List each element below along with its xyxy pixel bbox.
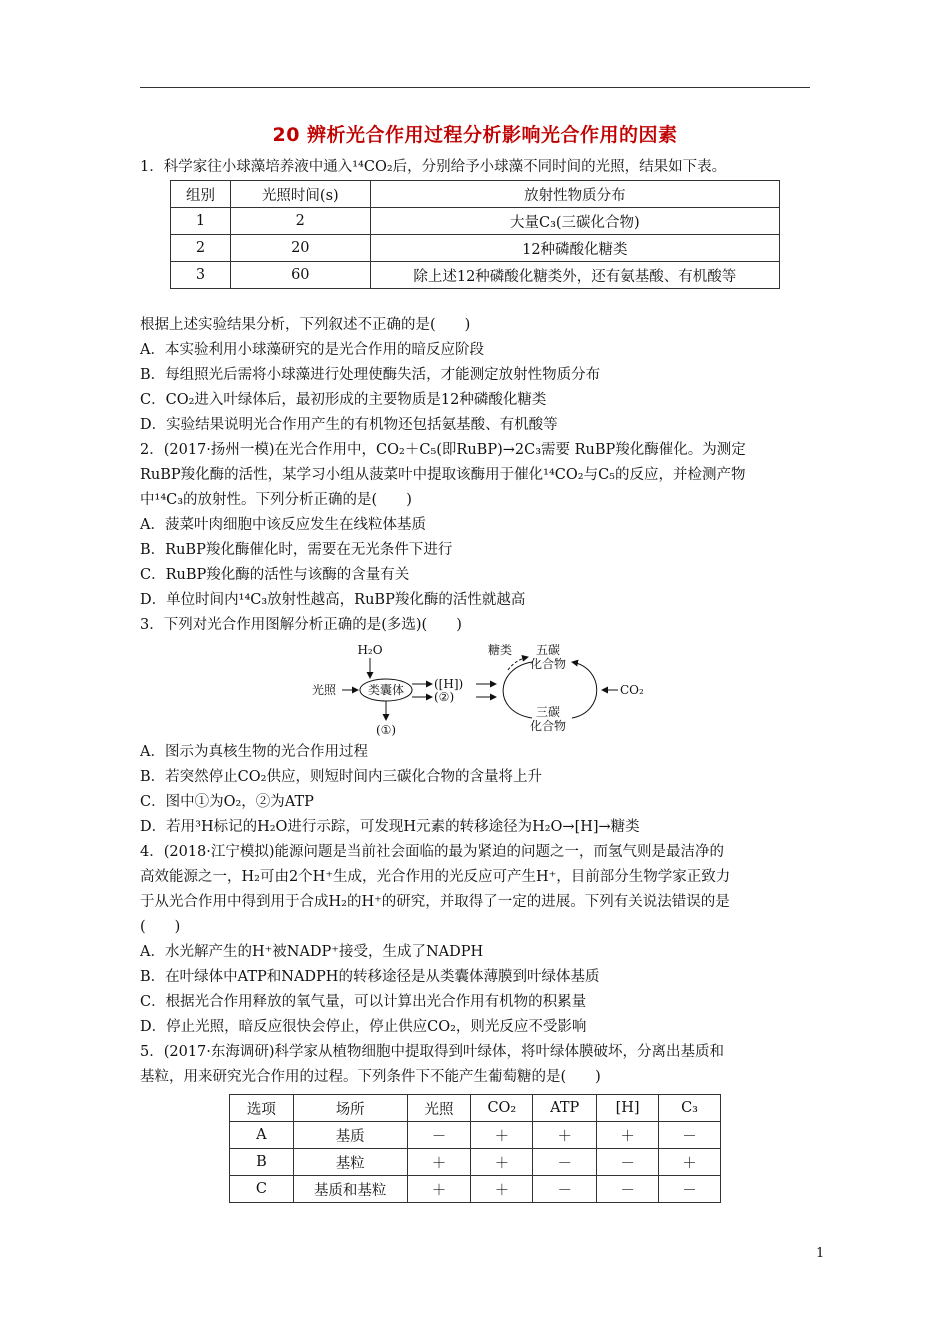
q5-stem-line-1: 5．(2017·东海调研)科学家从植物细胞中提取得到叶绿体，将叶绿体膜破坏，分离出基质和 [140, 1044, 725, 1060]
table-header-cell: C₃ [659, 1095, 721, 1122]
c5-label-1: 五碳 [535, 643, 561, 657]
table-cell: 2 [230, 208, 370, 235]
q4-option-a: A．水光解产生的H⁺被NADP⁺接受，生成了NADPH [140, 944, 484, 960]
c3-label-1: 三碳 [535, 705, 561, 719]
table-header-cell: 光照时间(s) [230, 181, 370, 208]
table-cell: ＋ [533, 1122, 597, 1149]
q4-stem-line-2: 高效能源之一，H₂可由2个H⁺生成，光合作用的光反应可产生H⁺，目前部分生物学家正致力 [140, 869, 731, 885]
table-header-row [230, 1095, 721, 1122]
q3-stem: 3．下列对光合作用图解分析正确的是(多选)( ) [140, 617, 462, 633]
q2-stem-line-3: 中¹⁴C₃的放射性。下列分析正确的是( ) [140, 492, 412, 508]
q4-stem-line-4: ( ) [140, 919, 181, 935]
table-cell: ＋ [659, 1149, 721, 1176]
table-cell: C [230, 1176, 294, 1203]
table-cell: 3 [171, 262, 231, 289]
table-cell: 基质 [293, 1122, 407, 1149]
page-number: 1 [816, 1246, 825, 1261]
table-cell: ＋ [407, 1176, 471, 1203]
table-cell: 1 [171, 208, 231, 235]
table-cell: 60 [230, 262, 370, 289]
table-header-row [171, 181, 780, 208]
table-cell: 基质和基粒 [293, 1176, 407, 1203]
q1-option-d: D．实验结果说明光合作用产生的有机物还包括氨基酸、有机酸等 [140, 417, 558, 433]
water-label: H₂O [357, 643, 383, 657]
q4-option-c: C．根据光合作用释放的氧气量，可以计算出光合作用有机物的积累量 [140, 994, 587, 1010]
q4-option-b: B．在叶绿体中ATP和NADPH的转移途径是从类囊体薄膜到叶绿体基质 [140, 969, 600, 985]
table-header-cell: 放射性物质分布 [370, 181, 779, 208]
q1-stem: 1．科学家往小球藻培养液中通入¹⁴CO₂后，分别给予小球藻不同时间的光照，结果如下表。 [140, 159, 727, 175]
table-cell: － [407, 1122, 471, 1149]
c3-label-2: 化合物 [529, 719, 567, 733]
q3-option-c: C．图中①为O₂，②为ATP [140, 794, 314, 810]
table-cell: ＋ [597, 1122, 659, 1149]
table-header-cell: 光照 [407, 1095, 471, 1122]
table-row [171, 235, 780, 262]
q2-option-d: D．单位时间内¹⁴C₃放射性越高，RuBP羧化酶的活性就越高 [140, 592, 526, 608]
h-label: ([H]) [434, 677, 464, 691]
table-cell: － [659, 1122, 721, 1149]
two-label: (②) [434, 690, 455, 704]
table-cell: － [533, 1176, 597, 1203]
table-cell: － [533, 1149, 597, 1176]
q3-option-a: A．图示为真核生物的光合作用过程 [140, 744, 368, 760]
q1-table [170, 180, 780, 289]
page-title: 20 辨析光合作用过程分析影响光合作用的因素 [272, 124, 678, 146]
q2-option-a: A．菠菜叶肉细胞中该反应发生在线粒体基质 [140, 517, 426, 533]
table-row [171, 262, 780, 289]
q2-option-b: B．RuBP羧化酶催化时，需要在无光条件下进行 [140, 542, 453, 558]
cycle-right-arc [572, 662, 597, 718]
q4-stem-line-3: 于从光合作用中得到用于合成H₂的H⁺的研究，并取得了一定的进展。下列有关说法错误的是 [140, 894, 730, 910]
cycle-left-arc [503, 662, 532, 718]
q3-option-d: D．若用³H标记的H₂O进行示踪，可发现H元素的转移途径为H₂O→[H]→糖类 [140, 819, 640, 835]
table-cell: B [230, 1149, 294, 1176]
light-label: 光照 [312, 683, 337, 697]
q1-option-c: C．CO₂进入叶绿体后，最初形成的主要物质是12种磷酸化糖类 [140, 392, 547, 408]
table-cell: 12种磷酸化糖类 [370, 235, 779, 262]
table-row [230, 1176, 721, 1203]
sugar-label: 糖类 [488, 643, 513, 657]
q1-option-b: B．每组照光后需将小球藻进行处理使酶失活，才能测定放射性物质分布 [140, 367, 601, 383]
table-header-cell: 场所 [293, 1095, 407, 1122]
table-header-cell: CO₂ [471, 1095, 533, 1122]
table-header-cell: ATP [533, 1095, 597, 1122]
table-cell: ＋ [471, 1122, 533, 1149]
table-cell: － [659, 1176, 721, 1203]
q5-table [229, 1094, 721, 1203]
table-cell: ＋ [471, 1176, 533, 1203]
header-rule [140, 87, 810, 88]
table-cell: 2 [171, 235, 231, 262]
table-header-cell: 组别 [171, 181, 231, 208]
photosynthesis-diagram [300, 640, 660, 740]
q1-option-a: A．本实验利用小球藻研究的是光合作用的暗反应阶段 [140, 342, 484, 358]
table-row [171, 208, 780, 235]
table-row [230, 1149, 721, 1176]
thylakoid-label: 类囊体 [367, 683, 405, 697]
table-row [230, 1122, 721, 1149]
q1-question: 根据上述实验结果分析，下列叙述不正确的是( ) [140, 317, 471, 333]
table-cell: 大量C₃(三碳化合物) [370, 208, 779, 235]
table-header-cell: 选项 [230, 1095, 294, 1122]
c5-label-2: 化合物 [529, 657, 567, 671]
table-cell: － [597, 1176, 659, 1203]
table-cell: 基粒 [293, 1149, 407, 1176]
table-cell: － [597, 1149, 659, 1176]
co2-label: CO₂ [620, 683, 644, 697]
q4-option-d: D．停止光照，暗反应很快会停止，停止供应CO₂，则光反应不受影响 [140, 1019, 587, 1035]
q2-stem-line-2: RuBP羧化酶的活性，某学习小组从菠菜叶中提取该酶用于催化¹⁴CO₂与C₅的反应，并检测产物 [140, 467, 746, 483]
q3-option-b: B．若突然停止CO₂供应，则短时间内三碳化合物的含量将上升 [140, 769, 542, 785]
q5-stem-line-2: 基粒，用来研究光合作用的过程。下列条件下不能产生葡萄糖的是( ) [140, 1069, 601, 1085]
table-cell: 20 [230, 235, 370, 262]
table-cell: 除上述12种磷酸化糖类外，还有氨基酸、有机酸等 [370, 262, 779, 289]
one-label: (①) [375, 723, 397, 737]
table-cell: ＋ [407, 1149, 471, 1176]
q2-option-c: C．RuBP羧化酶的活性与该酶的含量有关 [140, 567, 410, 583]
q4-stem-line-1: 4．(2018·江宁模拟)能源问题是当前社会面临的最为紧迫的问题之一，而氢气则是最洁净的 [140, 844, 725, 860]
q2-stem-line-1: 2．(2017·扬州一模)在光合作用中，CO₂＋C₅(即RuBP)→2C₃需要 RuBP羧化酶催化。为测定 [140, 442, 746, 458]
table-header-cell: [H] [597, 1095, 659, 1122]
table-cell: A [230, 1122, 294, 1149]
table-cell: ＋ [471, 1149, 533, 1176]
